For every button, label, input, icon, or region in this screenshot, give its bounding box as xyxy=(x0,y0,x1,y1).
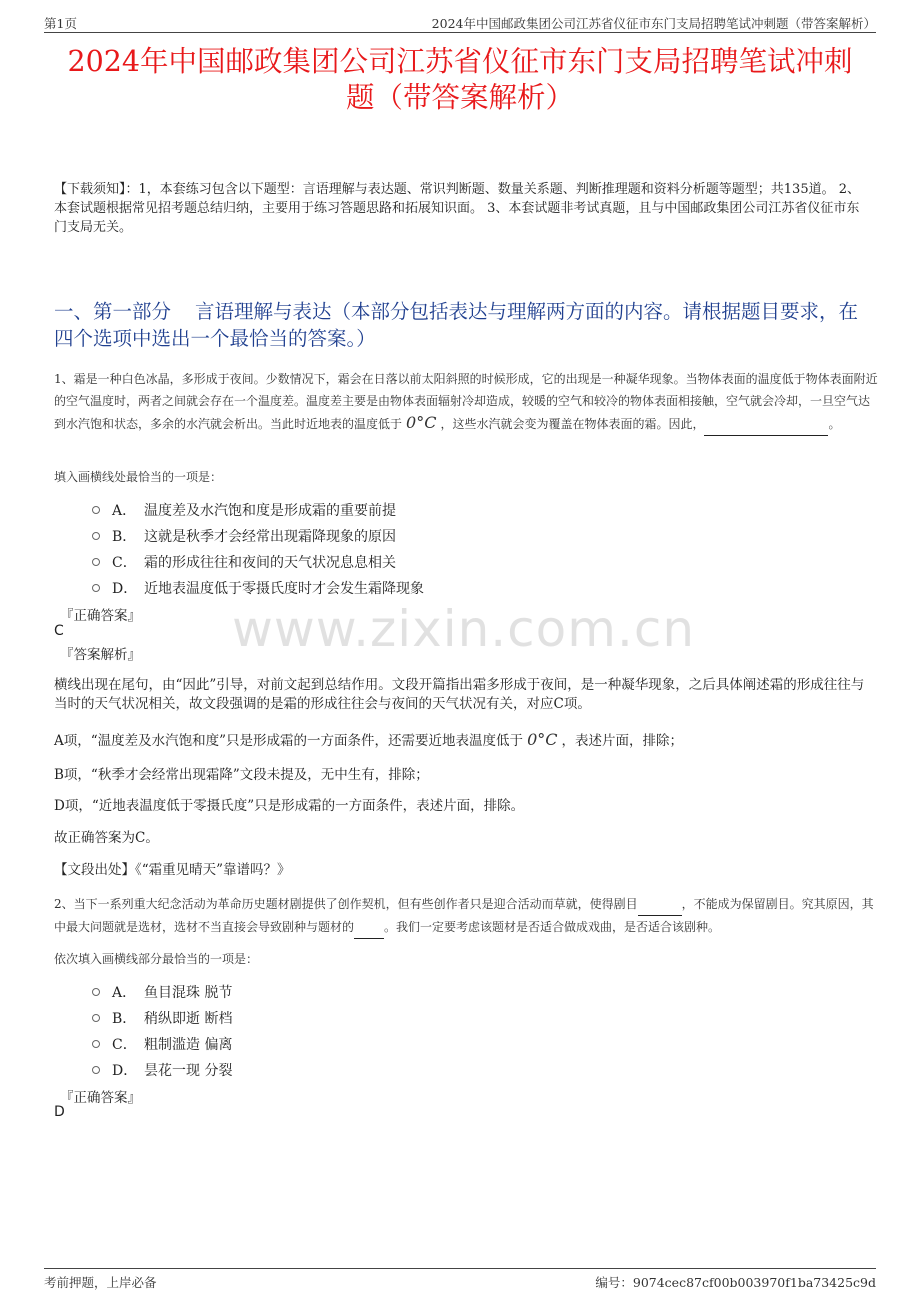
q2-options xyxy=(92,979,232,1083)
radio-button[interactable] xyxy=(92,532,100,540)
q2-answer: D xyxy=(54,1104,65,1120)
q1-expl-d: D项，“近地表温度低于零摄氏度”只是形成霜的一方面条件，表述片面，排除。 xyxy=(54,798,525,814)
section-heading xyxy=(54,298,872,352)
temperature-value: 0°C xyxy=(527,730,558,749)
radio-button[interactable] xyxy=(92,1066,100,1074)
question-2-text: 2、当下一系列重大纪念活动为革命历史题材剧提供了创作契机，但有些创作者只是迎合活动而草就，使得剧目 ，不能成为保留剧目。究其原因，其中最大问题就是选材，选材不当直接会导致剧种与题材的 。我们一定要考虑该题材是否适合做成戏曲，是否适合该剧种。 xyxy=(54,893,880,939)
radio-button[interactable] xyxy=(92,584,100,592)
temperature-value: 0°C xyxy=(406,413,437,432)
q1-text-b: ，这些水汽就会变为覆盖在物体表面的霜。因此， xyxy=(440,417,705,431)
radio-button[interactable] xyxy=(92,1014,100,1022)
blank-line xyxy=(638,893,682,916)
q2-option-a[interactable]: A． 鱼目混珠 脱节 xyxy=(92,979,232,1005)
q1-answer: C xyxy=(54,623,64,639)
q1-option-b[interactable]: B． 这就是秋季才会经常出现霜降现象的原因 xyxy=(92,523,424,549)
q1-option-d[interactable]: D． 近地表温度低于零摄氏度时才会发生霜降现象 xyxy=(92,575,424,601)
radio-button[interactable] xyxy=(92,1040,100,1048)
blank-line xyxy=(704,413,828,436)
q2-option-c[interactable]: C． 粗制滥造 偏离 xyxy=(92,1031,232,1057)
page-number: 第1页 xyxy=(44,16,77,31)
q1-analysis: 横线出现在尾句，由“因此”引导，对前文起到总结作用。文段开篇指出霜多形成于夜间，是一种凝华现象，之后具体阐述霜的形成往往与当时的天气状况相关，故文段强调的是霜的形成往往会与夜间的天气状况有关，对应C项。 xyxy=(54,677,865,712)
q1-option-c[interactable]: C． 霜的形成往往和夜间的天气状况息息相关 xyxy=(92,549,424,575)
header-doc-title: 2024年中国邮政集团公司江苏省仪征市东门支局招聘笔试冲刺题（带答案解析） xyxy=(431,16,876,31)
q1-analysis-label: 『答案解析』 xyxy=(60,647,141,663)
title-line-1: 2024年中国邮政集团公司江苏省仪征市东门支局招聘笔试冲刺 xyxy=(67,45,853,78)
title-line-2: 题（带答案解析） xyxy=(345,81,574,114)
page-footer xyxy=(44,1268,876,1289)
download-notice: 【下载须知】：1，本套练习包含以下题型：言语理解与表达题、常识判断题、数量关系题、判断推理题和资料分析题等题型；共135道。 2、本套试题根据常见招考题总结归纳，主要用于练习答题思路和拓展知识面。 3、本套试题非考试真题，且与中国邮政集团公司江苏省仪征市东门支局无关。 xyxy=(54,182,860,235)
section-part: 一、第一部分 xyxy=(54,300,172,323)
q1-instruction: 填入画横线处最恰当的一项是： xyxy=(54,470,223,484)
watermark: www.zixin.com.cn xyxy=(232,600,696,658)
page-title xyxy=(40,44,880,116)
q1-text-c: 。 xyxy=(828,417,841,431)
q1-answer-label: 『正确答案』 xyxy=(60,608,141,624)
q1-expl-b: B项，“秋季才会经常出现霜降”文段未提及，无中生有，排除； xyxy=(54,767,429,783)
radio-button[interactable] xyxy=(92,506,100,514)
q1-options xyxy=(92,497,424,601)
q1-expl-a: A项，“温度差及水汽饱和度”只是形成霜的一方面条件，还需要近地表温度低于 0°C ，表述片面，排除； xyxy=(54,730,683,749)
q1-text-a: 1、霜是一种白色冰晶，多形成于夜间。少数情况下，霜会在日落以前太阳斜照的时候形成，它的出现是一种凝华现象。当物体表面的温度低于物体表面附近的空气温度时，两者之间就会存在一个温度差。温度差主要是由物体表面辐射冷却造成，较暖的空气和较冷的物体表面相接触，空气就会冷却，一旦空气达到水汽饱和状态，多余的水汽就会析出。当此时近地表的温度低于 xyxy=(54,372,878,431)
q1-conclusion: 故正确答案为C。 xyxy=(54,830,159,846)
radio-button[interactable] xyxy=(92,988,100,996)
q1-option-a[interactable]: A． 温度差及水汽饱和度是形成霜的重要前提 xyxy=(92,497,424,523)
blank-line xyxy=(354,916,384,939)
page-header xyxy=(44,12,876,33)
document-id: 编号：9074cec87cf00b003970f1ba73425c9d xyxy=(595,1275,876,1290)
q1-source: 【文段出处】《“霜重见晴天”靠谱吗？》 xyxy=(54,862,291,878)
q2-answer-label: 『正确答案』 xyxy=(60,1090,141,1106)
q2-option-d[interactable]: D． 昙花一现 分裂 xyxy=(92,1057,232,1083)
radio-button[interactable] xyxy=(92,558,100,566)
footer-slogan: 考前押题，上岸必备 xyxy=(44,1275,157,1290)
question-1-text xyxy=(54,368,880,436)
q2-option-b[interactable]: B． 稍纵即逝 断档 xyxy=(92,1005,232,1031)
q2-instruction: 依次填入画横线部分最恰当的一项是： xyxy=(54,952,259,966)
section-title: 言语理解与表达（本部分包括表达与理解两方面的内容。请根据题目要求，在四个选项中选出一个最恰当的答案。） xyxy=(54,300,859,350)
